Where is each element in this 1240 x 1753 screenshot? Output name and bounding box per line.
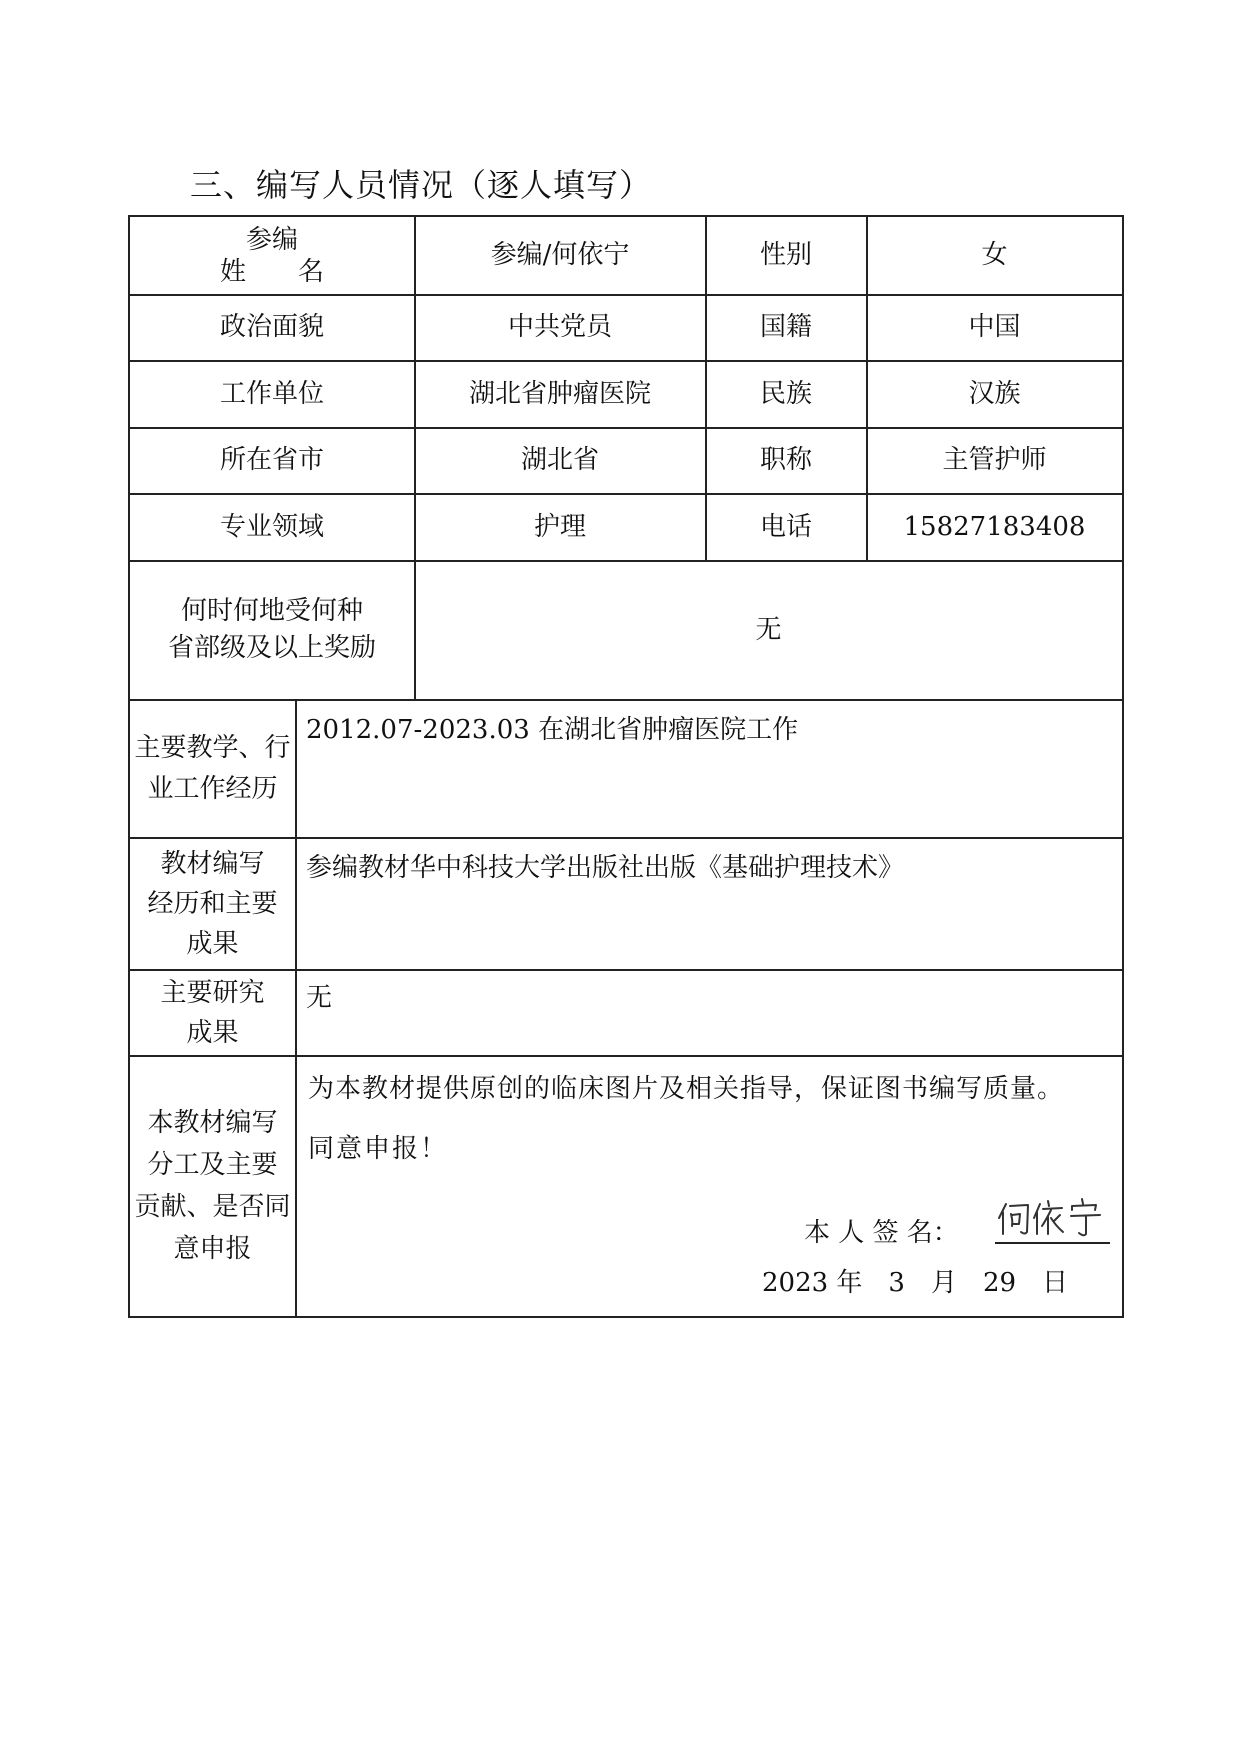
nationality-value: 中国 <box>968 312 1021 342</box>
contribution-label <box>130 1056 295 1316</box>
province-label: 所在省市 <box>219 445 324 475</box>
nationality-label: 国籍 <box>759 312 812 342</box>
signature-label: 本 人 签 名： <box>804 1218 959 1248</box>
research-value: 无 <box>306 983 333 1013</box>
phone-label: 电话 <box>759 511 812 542</box>
title-label: 职称 <box>759 445 812 475</box>
province-value: 湖北省 <box>520 445 599 475</box>
textbook-label-line3: 成果 <box>186 928 239 959</box>
name-value: 参编/何依宁 <box>490 240 630 270</box>
contribution-text-line1: 为本教材提供原创的临床图片及相关指导，保证图书编写质量。 <box>308 1074 1065 1104</box>
textbook-label-line2: 经历和主要 <box>147 888 278 919</box>
awards-label <box>130 561 414 699</box>
experience-value: 2012.07-2023.03 在湖北省肿瘤医院工作 <box>306 715 799 745</box>
field-label: 专业领域 <box>219 511 324 542</box>
gender-value: 女 <box>981 240 1008 270</box>
experience-label-line1: 主要教学、行 <box>134 732 291 763</box>
awards-label-line1: 何时何地受何种 <box>180 596 363 626</box>
research-label-line1: 主要研究 <box>160 977 265 1008</box>
politics-value: 中共党员 <box>507 312 612 342</box>
work-unit-value: 湖北省肿瘤医院 <box>468 378 651 409</box>
field-value: 护理 <box>533 511 586 542</box>
contribution-text-line2: 同意申报！ <box>308 1134 449 1164</box>
awards-value: 无 <box>755 614 782 645</box>
ethnicity-label: 民族 <box>759 378 812 409</box>
politics-label: 政治面貌 <box>219 312 324 342</box>
phone-value: 15827183408 <box>903 511 1086 542</box>
page-title: 三、编写人员情况（逐人填写） <box>190 166 653 204</box>
textbook-value: 参编教材华中科技大学出版社出版《基础护理技术》 <box>306 853 905 883</box>
textbook-label <box>130 838 295 969</box>
signature-line <box>995 1242 1110 1244</box>
research-label <box>130 970 295 1055</box>
handwritten-signature <box>996 1196 1108 1240</box>
awards-label-line2: 省部级及以上奖励 <box>167 633 376 663</box>
contribution-label-line2: 分工及主要 <box>147 1150 278 1180</box>
title-value: 主管护师 <box>942 445 1047 475</box>
contribution-label-line4: 意申报 <box>173 1234 252 1264</box>
name-label <box>130 217 414 294</box>
name-label-line2: 姓 名 <box>219 256 324 287</box>
contribution-label-line3: 贡献、是否同 <box>134 1192 291 1222</box>
gender-label: 性别 <box>759 240 812 270</box>
signature-date: 2023 年 3 月 29 日 <box>762 1268 1069 1298</box>
ethnicity-value: 汉族 <box>968 378 1021 409</box>
experience-label-line2: 业工作经历 <box>147 773 278 804</box>
work-unit-label: 工作单位 <box>219 378 324 409</box>
experience-label <box>130 700 295 837</box>
contribution-label-line1: 本教材编写 <box>147 1108 278 1138</box>
name-label-line1: 参编 <box>245 224 298 255</box>
research-label-line2: 成果 <box>186 1017 239 1048</box>
textbook-label-line1: 教材编写 <box>160 848 265 879</box>
